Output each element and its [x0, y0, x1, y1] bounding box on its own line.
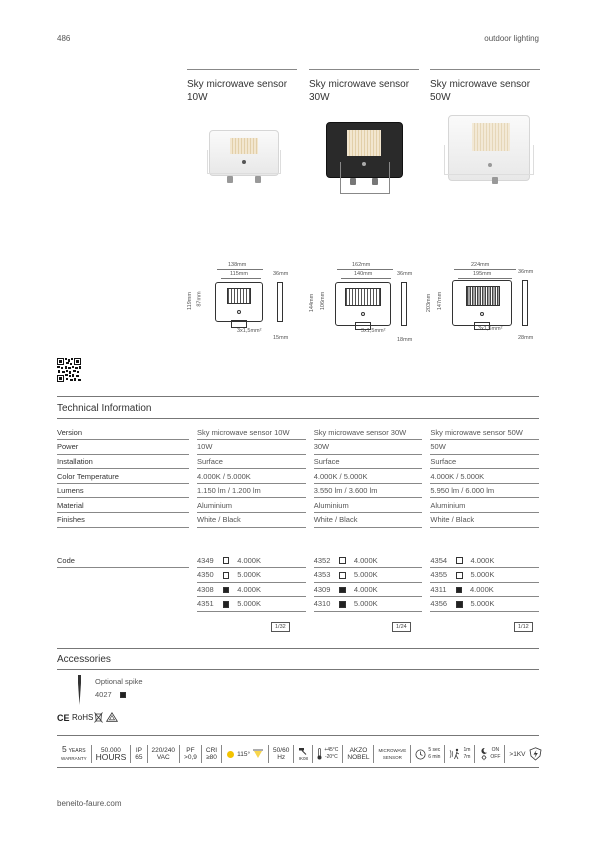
- dim-height-outer: 144mm: [309, 293, 316, 313]
- lifetime-hours: 50.000 HOURS: [92, 745, 132, 763]
- white-finish-swatch: [223, 572, 230, 579]
- table-row: [57, 553, 539, 568]
- table-row: [57, 483, 539, 498]
- temperature-range: +45°C -20°C: [313, 745, 343, 763]
- table-row: [57, 568, 539, 583]
- row-value: Aluminium: [314, 498, 423, 513]
- black-finish-swatch: [456, 601, 463, 608]
- row-value: Surface: [430, 454, 539, 469]
- thermometer-icon: [317, 748, 322, 760]
- dim-cable: 3x1,5mm²: [361, 328, 386, 334]
- technical-drawing-10w: [185, 262, 295, 346]
- code-cell: 4356 5.000K: [430, 597, 539, 612]
- black-finish-swatch: [456, 587, 463, 594]
- black-finish-swatch: [339, 601, 346, 608]
- row-label: Finishes: [57, 513, 189, 528]
- dim-width-outer: 138mm: [228, 262, 247, 268]
- code-cell: 4309 4.000K: [314, 582, 423, 597]
- dim-side-bottom: 15mm: [273, 335, 289, 341]
- code-cell: 4311 4.000K: [430, 582, 539, 597]
- row-label: Version: [57, 425, 189, 440]
- website-link[interactable]: beneito-faure.com: [57, 799, 122, 808]
- white-finish-swatch: [339, 557, 346, 564]
- hammer-icon: [298, 747, 308, 755]
- row-value: White / Black: [314, 513, 423, 528]
- accessory-name: Optional spike: [95, 677, 143, 686]
- row-label: Color Temperature: [57, 469, 189, 484]
- dim-depth: 36mm: [397, 271, 413, 277]
- black-finish-swatch: [120, 692, 127, 699]
- row-value: Surface: [197, 454, 306, 469]
- code-cell: 4355 5.000K: [430, 568, 539, 583]
- row-value: Aluminium: [430, 498, 539, 513]
- dim-side-bottom: 18mm: [397, 337, 413, 343]
- dim-depth: 36mm: [518, 269, 534, 275]
- dim-cable: 3x1,5mm²: [478, 326, 503, 332]
- product-photo-50w: [444, 115, 534, 195]
- accessory-code-row: [95, 690, 134, 699]
- divider: [57, 648, 539, 649]
- product-column-30w: [309, 69, 419, 104]
- lightning-shield-icon: [529, 747, 542, 761]
- dim-height-inner: 87mm: [196, 291, 203, 307]
- product-name: Sky microwave sensor: [187, 79, 288, 90]
- accessories-title: Accessories: [57, 654, 111, 665]
- scale-badge: 1/12: [514, 622, 533, 632]
- spike-icon: [77, 675, 82, 705]
- beam-angle-icon: [252, 749, 264, 759]
- clock-icon: [415, 749, 426, 760]
- power-factor: PF >0,9: [180, 745, 202, 763]
- dim-width-outer: 224mm: [471, 262, 490, 268]
- divider: [57, 396, 539, 397]
- row-value: 1.150 lm / 1.200 lm: [197, 483, 306, 498]
- row-value: 3.550 lm / 3.600 lm: [314, 483, 423, 498]
- row-label: Lumens: [57, 483, 189, 498]
- black-finish-swatch: [223, 587, 230, 594]
- dim-height-outer: 203mm: [426, 293, 433, 313]
- frequency: 50/60 Hz: [269, 745, 294, 763]
- dim-width-outer: 162mm: [352, 262, 371, 268]
- dim-depth: 36mm: [273, 271, 289, 277]
- product-column-10w: [187, 69, 297, 104]
- technical-table: [57, 425, 539, 528]
- divider: [57, 418, 539, 419]
- row-value: 50W: [430, 440, 539, 455]
- dim-width-inner: 140mm: [354, 271, 373, 277]
- timer-setting: 5 sec 6 min: [411, 745, 445, 763]
- table-row: [57, 425, 539, 440]
- row-label: Power: [57, 440, 189, 455]
- voltage-rating: 220/240 VAC: [148, 745, 181, 763]
- table-row: [57, 454, 539, 469]
- person-detection-icon: [449, 748, 461, 760]
- technical-info-title: Technical Information: [57, 403, 152, 414]
- table-row: [57, 498, 539, 513]
- white-finish-swatch: [339, 572, 346, 579]
- scale-badge: 1/32: [271, 622, 290, 632]
- white-finish-swatch: [456, 572, 463, 579]
- white-finish-swatch: [223, 557, 230, 564]
- row-value: Sky microwave sensor 50W: [430, 425, 539, 440]
- product-power: 50W: [430, 92, 451, 103]
- table-row: [57, 513, 539, 528]
- row-value: 5.950 lm / 6.000 lm: [430, 483, 539, 498]
- accessory-code: 4027: [95, 690, 112, 699]
- weee-bin-icon: [94, 712, 103, 723]
- divider: [57, 767, 539, 768]
- row-label: Material: [57, 498, 189, 513]
- row-value: 10W: [197, 440, 306, 455]
- cri-rating: CRI ≥80: [202, 745, 222, 763]
- code-label: Code: [57, 553, 189, 568]
- section-title: outdoor lighting: [484, 34, 539, 43]
- code-cell: 4352 4.000K: [314, 553, 423, 568]
- product-power: 10W: [187, 92, 208, 103]
- row-value: Surface: [314, 454, 423, 469]
- code-cell: 4308 4.000K: [197, 582, 306, 597]
- table-row: [57, 469, 539, 484]
- row-value: White / Black: [430, 513, 539, 528]
- dim-side-bottom: 28mm: [518, 335, 534, 341]
- product-column-50w: [430, 69, 540, 104]
- code-cell: 4310 5.000K: [314, 597, 423, 612]
- row-value: Aluminium: [197, 498, 306, 513]
- detection-range: 1m 7m: [445, 745, 475, 763]
- codes-table: [57, 553, 539, 612]
- code-cell: 4353 5.000K: [314, 568, 423, 583]
- rohs-mark: RoHS: [72, 713, 94, 722]
- dim-height-inner: 147mm: [437, 291, 444, 311]
- product-photo-30w: [322, 122, 407, 198]
- dim-width-inner: 195mm: [473, 271, 492, 277]
- warranty-badge: 5 YEARS WARRANTY: [57, 745, 92, 763]
- black-finish-swatch: [339, 587, 346, 594]
- microwave-sensor: MICROWAVE SENSOR: [374, 745, 411, 763]
- qr-code[interactable]: [57, 358, 81, 382]
- product-name: Sky microwave sensor: [309, 79, 410, 90]
- dim-height-inner: 106mm: [320, 291, 327, 311]
- row-value: 4.000K / 5.000K: [430, 469, 539, 484]
- row-value: 30W: [314, 440, 423, 455]
- feature-icons: [57, 741, 539, 767]
- technical-drawing-30w: [309, 262, 421, 346]
- code-cell: 4354 4.000K: [430, 553, 539, 568]
- dim-width-inner: 115mm: [230, 271, 248, 277]
- code-cell: 4350 5.000K: [197, 568, 306, 583]
- row-value: White / Black: [197, 513, 306, 528]
- impact-rating: IK08: [294, 745, 313, 763]
- dim-cable: 3x1,5mm²: [237, 328, 262, 334]
- dim-height-outer: 119mm: [186, 292, 193, 310]
- scale-badge: 1/24: [392, 622, 411, 632]
- divider: [57, 735, 539, 736]
- ip-rating: IP 65: [131, 745, 147, 763]
- row-value: Sky microwave sensor 10W: [197, 425, 306, 440]
- code-cell: 4351 5.000K: [197, 597, 306, 612]
- surge-protection: >1KV: [505, 745, 545, 763]
- page-number: 486: [57, 34, 71, 43]
- class-ii-triangle-icon: [106, 712, 118, 722]
- product-power: 30W: [309, 92, 330, 103]
- product-name: Sky microwave sensor: [430, 79, 531, 90]
- dimmable-dot-icon: [226, 750, 235, 759]
- akzo-nobel-paint: AKZO NOBEL: [343, 745, 374, 763]
- white-finish-swatch: [456, 557, 463, 564]
- technical-drawing-50w: [428, 262, 540, 346]
- day-night-sensor: ON OFF: [475, 745, 505, 763]
- beam-angle: 115°: [222, 745, 269, 763]
- ce-mark: CE: [57, 713, 70, 723]
- row-value: Sky microwave sensor 30W: [314, 425, 423, 440]
- row-value: 4.000K / 5.000K: [314, 469, 423, 484]
- table-row: [57, 597, 539, 612]
- code-cell: 4349 4.000K: [197, 553, 306, 568]
- black-finish-swatch: [223, 601, 230, 608]
- table-row: [57, 582, 539, 597]
- row-label: Installation: [57, 454, 189, 469]
- product-photo-10w: [205, 130, 283, 192]
- divider: [57, 669, 539, 670]
- table-row: [57, 440, 539, 455]
- moon-sun-icon: [479, 747, 489, 761]
- row-value: 4.000K / 5.000K: [197, 469, 306, 484]
